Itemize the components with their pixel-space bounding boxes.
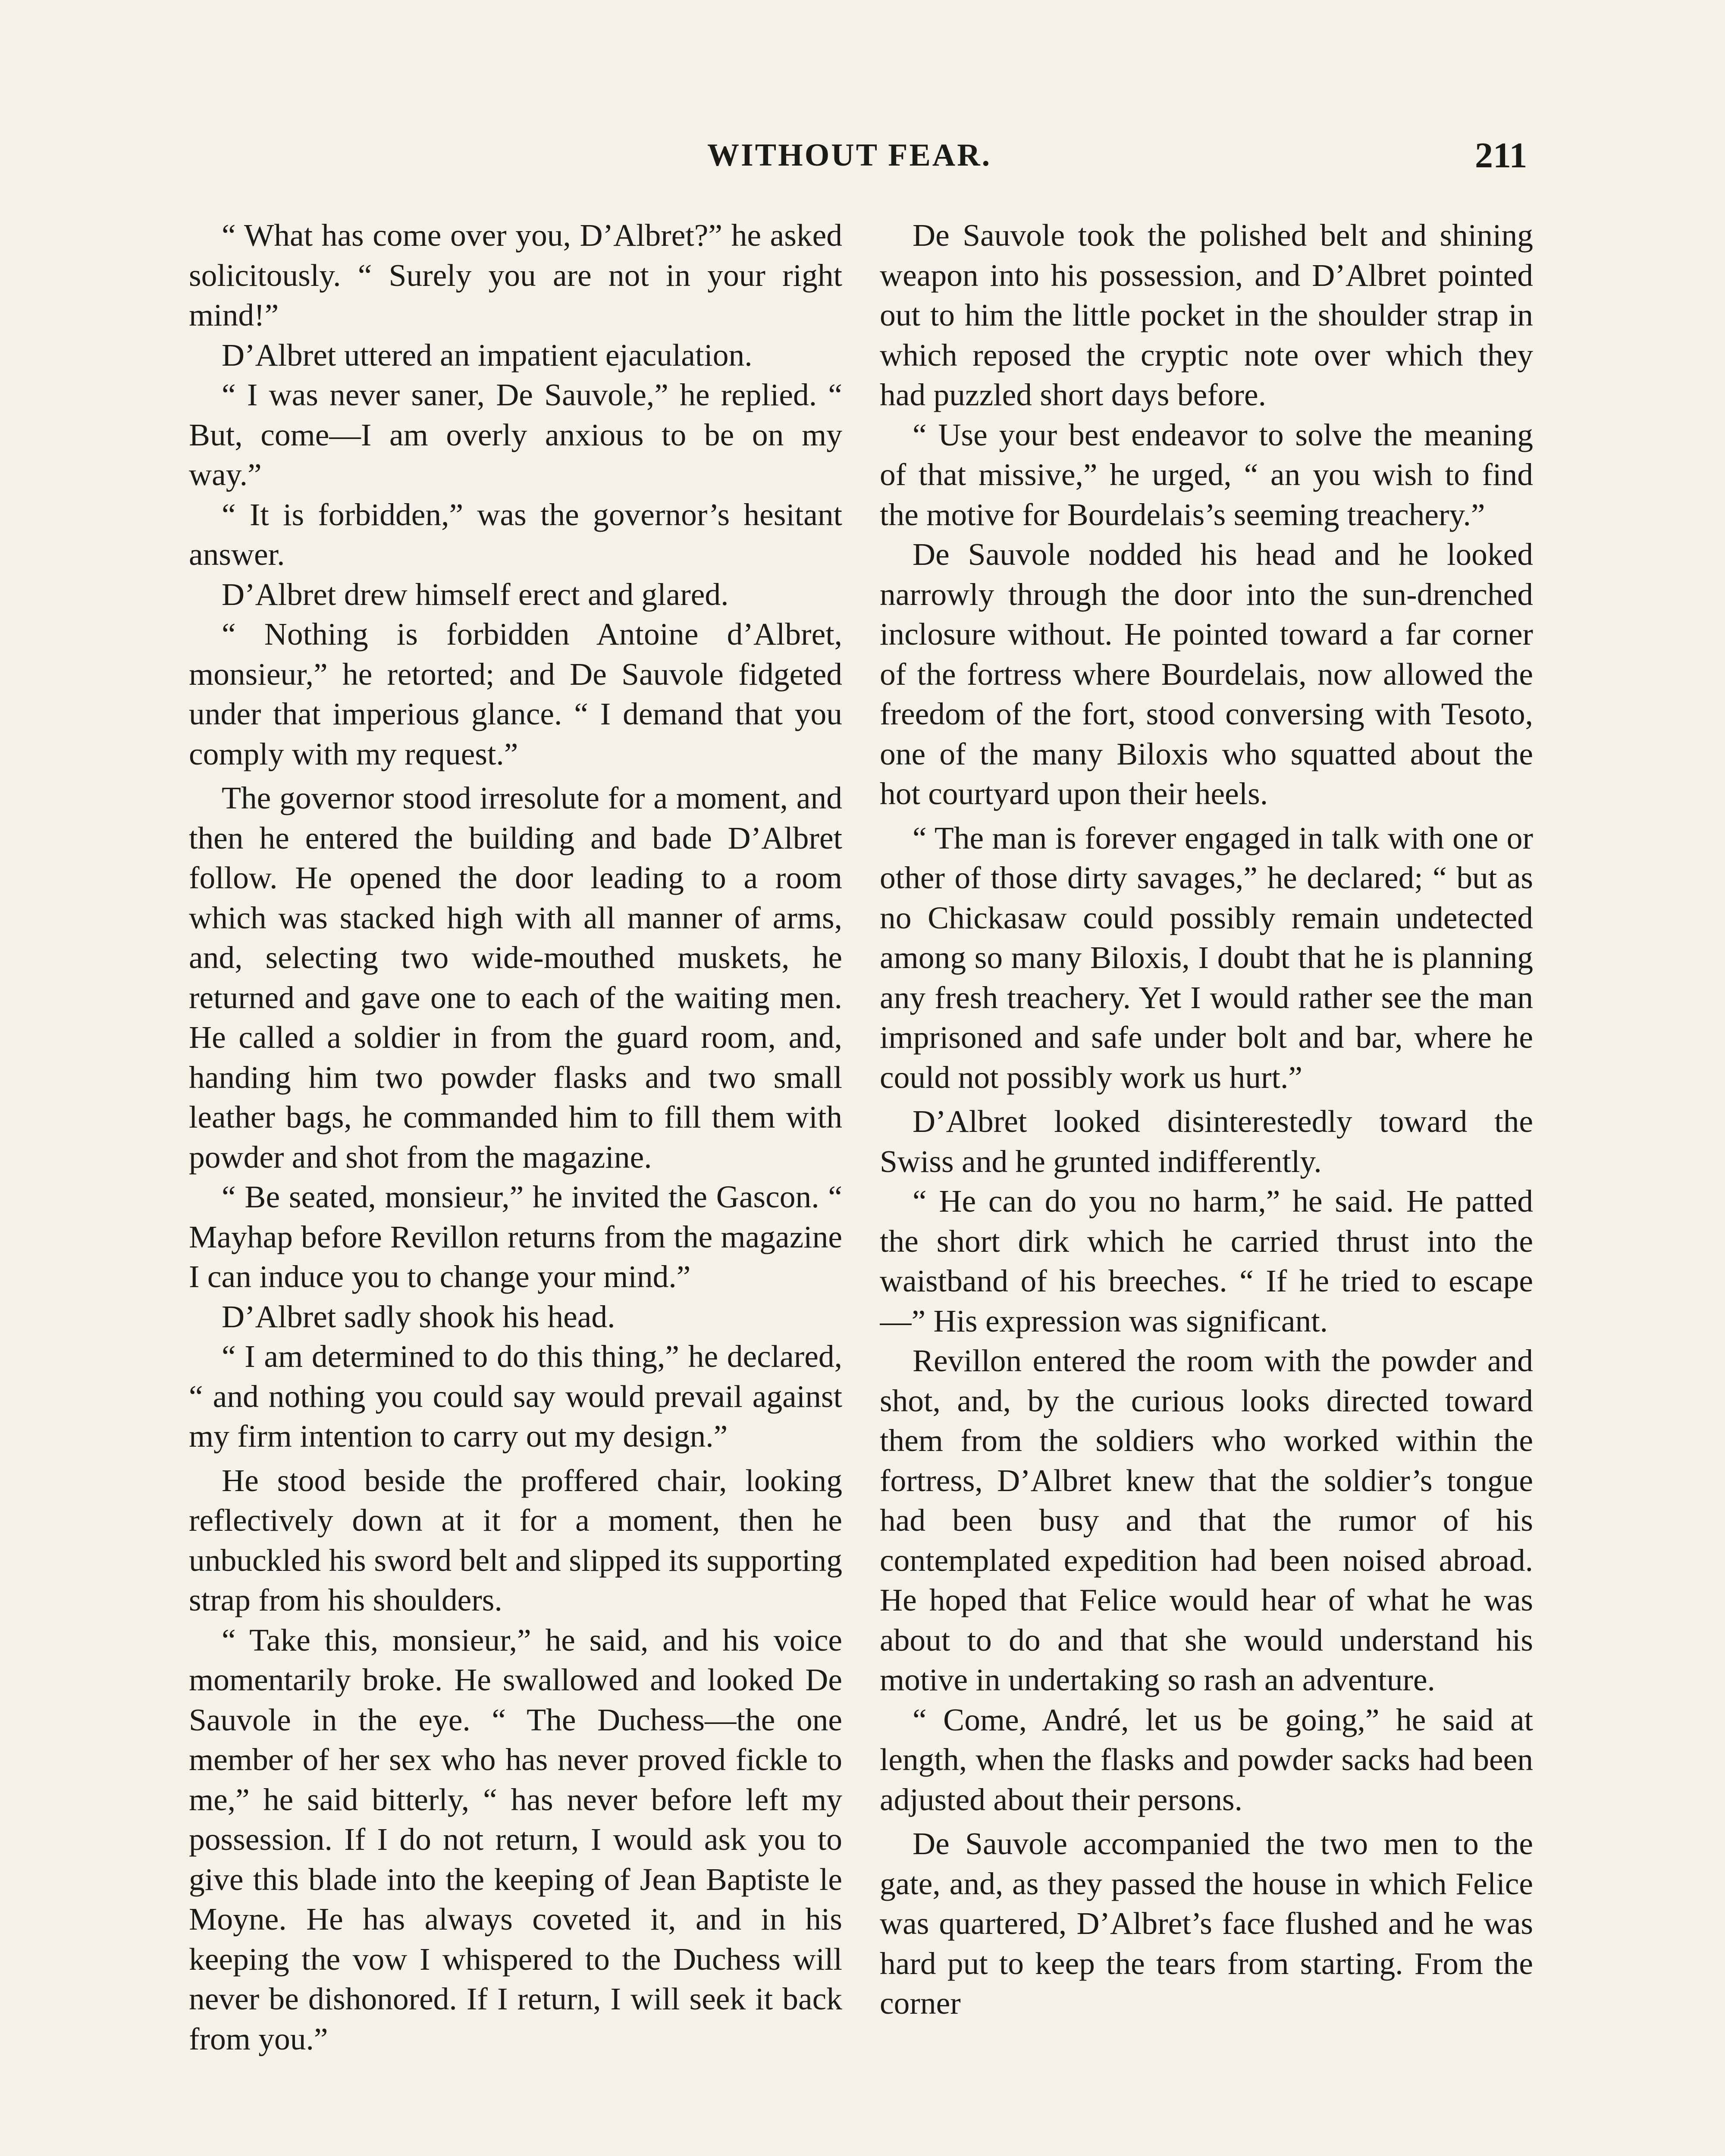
paragraph: He stood beside the proffered chair, looking reflectively down at it for a moment, then he unbuckled his sword belt and slipped its supporting strap from his shoulders. bbox=[189, 1463, 842, 1617]
paragraph: “ Take this, monsieur,” he said, and his voice momentarily broke. He swallowed and looked De Sauvole in the eye. “ The Duchess—the one member of her sex who has never proved fickle to me,” he said bitterly, “ has never before left my possession. If I do not return, I would ask you to give this blade into the keeping of Jean Baptiste le Moyne. He has always coveted it, and in his keeping the vow I whispered to the Duchess will never be dishonored. If I return, I will seek it back from you.” bbox=[189, 1622, 842, 2056]
page-number: 211 bbox=[1475, 135, 1527, 175]
right-text-column bbox=[880, 216, 1533, 2156]
paragraph: “ He can do you no harm,” he said. He patted the short dirk which he carried thrust into the waistband of his breeches. “ If he tried to escape—” His expression was significant. bbox=[880, 1184, 1533, 1338]
paragraph: “ The man is forever engaged in talk with one or other of those dirty savages,” he declared; “ but as no Chickasaw could possibly remain undetected among so many Biloxis, I doubt that he is planning any fresh treachery. Yet I would rather see the man imprisoned and safe under bolt and bar, where he could not possibly work us hurt.” bbox=[880, 820, 1533, 1095]
paragraph: D’Albret drew himself erect and glared. bbox=[222, 577, 729, 612]
paragraph: “ Be seated, monsieur,” he invited the Gascon. “ Mayhap before Revillon returns from the magazine I can induce you to change your mind.” bbox=[189, 1179, 842, 1294]
paragraph: De Sauvole nodded his head and he looked narrowly through the door into the sun-drenched inclosure without. He pointed toward a far corner of the fortress where Bourdelais, now allowed the freedom of the fort, stood conversing with Tesoto, one of the many Biloxis who squatted about the hot courtyard upon their heels. bbox=[880, 537, 1533, 811]
paragraph: “ Nothing is forbidden Antoine d’Albret, monsieur,” he retorted; and De Sauvole fidgeted under that imperious glance. “ I demand that you comply with my request.” bbox=[189, 617, 842, 771]
paragraph: “ I am determined to do this thing,” he declared, “ and nothing you could say would prevail against my firm intention to carry out my design.” bbox=[189, 1339, 842, 1454]
paragraph: De Sauvole took the polished belt and shining weapon into his possession, and D’Albret pointed out to him the little pocket in the shoulder strap in which reposed the cryptic note over which they had puzzled short days before. bbox=[880, 218, 1533, 412]
paragraph: The governor stood irresolute for a moment, and then he entered the building and bade D’Albret follow. He opened the door leading to a room which was stacked high with all manner of arms, and, selecting two wide-mouthed muskets, he returned and gave one to each of the waiting men. He called a soldier in from the guard room, and, handing him two powder flasks and two small leather bags, he commanded him to fill them with powder and shot from the magazine. bbox=[189, 780, 842, 1175]
paragraph: “ Use your best endeavor to solve the meaning of that missive,” he urged, “ an you wish to find the motive for Bourdelais’s seeming treachery.” bbox=[880, 417, 1533, 532]
paragraph: D’Albret sadly shook his head. bbox=[222, 1299, 615, 1334]
paragraph: D’Albret looked disinterestedly toward the Swiss and he grunted indifferently. bbox=[880, 1104, 1533, 1179]
paragraph: D’Albret uttered an impatient ejaculation. bbox=[222, 337, 753, 373]
paragraph: De Sauvole accompanied the two men to the gate, and, as they passed the house in which Felice was quartered, D’Albret’s face flushed and he was hard put to keep the tears from starting. From the corner bbox=[880, 1826, 1533, 2021]
running-title: WITHOUT FEAR. bbox=[707, 138, 992, 173]
paragraph: “ Come, André, let us be going,” he said at length, when the flasks and powder sacks had been adjusted about their persons. bbox=[880, 1702, 1533, 1817]
paragraph: “ It is forbidden,” was the governor’s hesitant answer. bbox=[189, 497, 842, 572]
page-header bbox=[0, 137, 1725, 189]
paragraph: “ What has come over you, D’Albret?” he asked solicitously. “ Surely you are not in your right mind!” bbox=[189, 218, 842, 332]
paragraph: Revillon entered the room with the powder and shot, and, by the curious looks directed toward them from the soldiers who worked within the fortress, D’Albret knew that the soldier’s tongue had been busy and that the rumor of his contemplated expedition had been noised abroad. He hoped that Felice would hear of what he was about to do and that she would understand his motive in undertaking so rash an adventure. bbox=[880, 1343, 1533, 1697]
left-text-column bbox=[189, 216, 842, 2156]
paragraph: “ I was never saner, De Sauvole,” he replied. “ But, come—I am overly anxious to be on my way.” bbox=[189, 377, 842, 492]
